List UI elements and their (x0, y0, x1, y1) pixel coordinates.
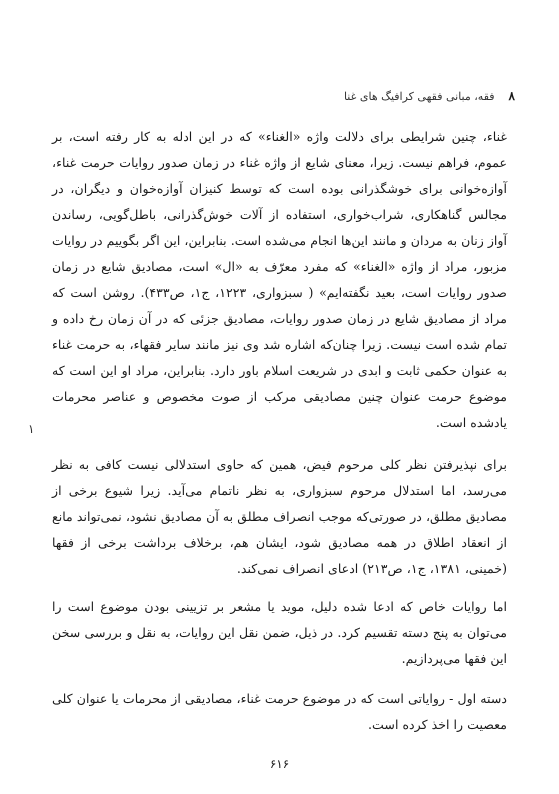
paragraph: غناء، چنین شرایطی برای دلالت واژه «الغناء» که در این ادله به کار رفته است، بر عموم، فراهم نیست. زیرا، معنای شایع از واژه غناء در زمان صدور روایات حرمت غناء، آوازه‌خوانی برای خوشگذرانی بوده است که توسط کنیزان آوازه‌خوان و دیگران، در مجالس گناهکاری، شراب‌خواری، استفاده از آلات خوش‌گذرانی، باطل‌گویی، رساندن آواز زنان به مردان و مانند این‌ها انجام می‌شده است. بنابراین، این اگر بگوییم در روایات مزبور، مراد از واژه «الغناء» که مفرد معرّف به «ال» است، مصادیق شایع در زمان صدور روایات است، بعید نگفته‌ایم» ( سبزواری، ۱۲۲۳، ج۱، ص۴۳۳). روشن است که مراد از مصادیق شایع در زمان صدور روایات، مصادیق جزئی که در آن زمان رخ داده و تمام شده است نیست. زیرا چنان‌که اشاره شد وی نیز مانند سایر فقهاء، به حرمت غناء به عنوان حکمی ثابت و ابدی در شریعت اسلام باور دارد. بنابراین، مراد او این است که موضوع حرمت عنوان چنین مصادیقی مرکب از صوت مخصوص و عناصر محرمات یادشده است. (52, 129, 507, 430)
running-head: فقه، مبانی فقهی کرافیگ های غنا (343, 89, 495, 103)
page-header (60, 84, 515, 108)
body-text (52, 124, 507, 738)
page-number: ۶۱۶ (269, 757, 290, 771)
paragraph: اما روایات خاص که ادعا شده دلیل، موید یا مشعر بر تزیینی بودن موضوع است را می‌توان به پنج دسته تقسیم کرد. در ذیل، ضمن نقل این روایات، به نقل و بررسی سخن این فقها می‌پردازیم. (52, 599, 507, 666)
margin-marker: ۱ (28, 422, 35, 436)
page-marker: ۸ (508, 89, 515, 103)
paragraph: دسته اول - روایاتی است که در موضوع حرمت غناء، مصادیقی از محرمات یا عنوان کلی معصیت را اخذ کرده است. (52, 691, 507, 732)
paragraph: برای نپذیرفتن نظر کلی مرحوم فیض، همین که حاوی استدلالی نیست کافی به نظر می‌رسد، اما استدلال مرحوم سبزواری، به نظر ناتمام می‌آید. زیرا شیوع برخی از مصادیق مطلق، در صورتی‌که موجب انصراف مطلق به آن مصادیق نشود، نمی‌تواند مانع از انعقاد اطلاق در همه مصادیق شود، ایشان هم، برخلاف برداشت برخی از فقها (خمینی، ۱۳۸۱، ج۱، ص۲۱۳) ادعای انصراف نمی‌کند. (52, 457, 507, 576)
